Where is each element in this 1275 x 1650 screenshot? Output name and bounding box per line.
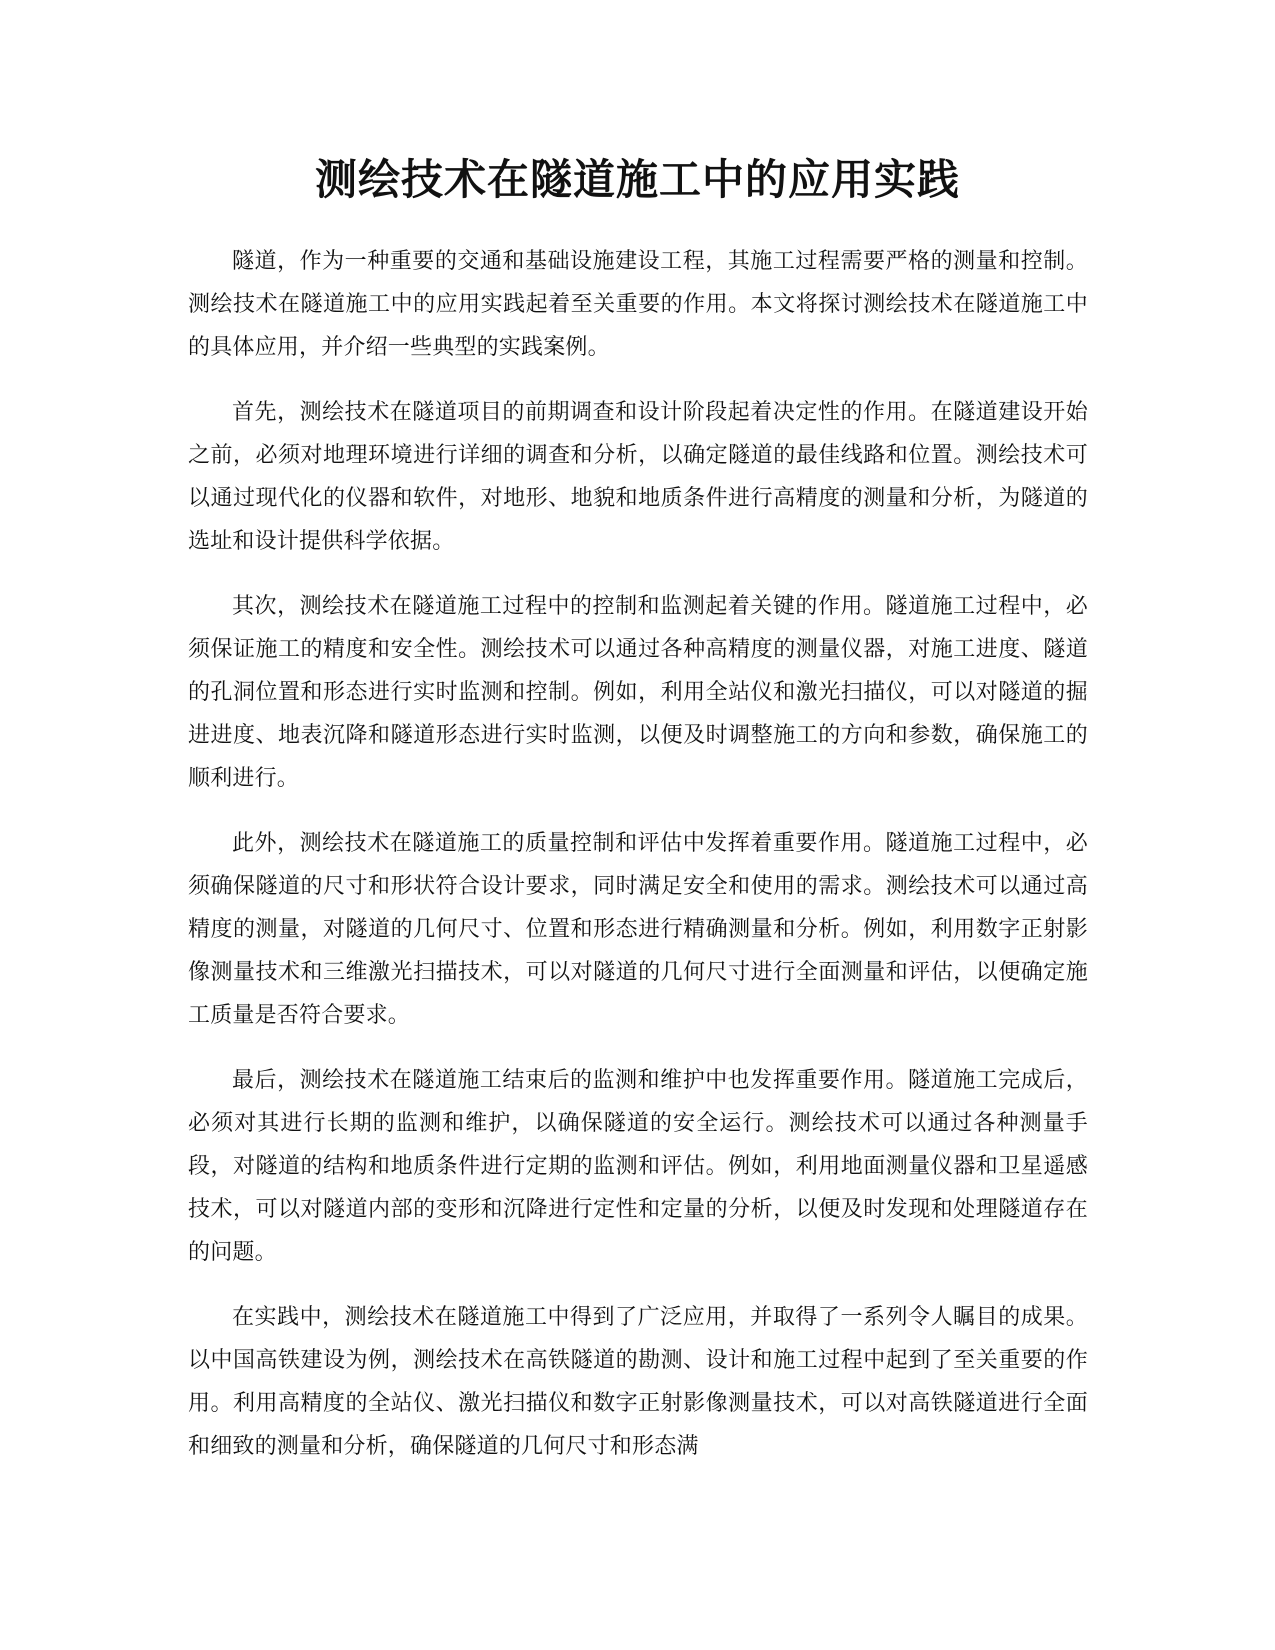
- paragraph-quality-control: 此外，测绘技术在隧道施工的质量控制和评估中发挥着重要作用。隧道施工过程中，必须确保隧道的尺寸和形状符合设计要求，同时满足安全和使用的需求。测绘技术可以通过高精度的测量，对隧道的几何尺寸、位置和形态进行精确测量和分析。例如，利用数字正射影像测量技术和三维激光扫描技术，可以对隧道的几何尺寸进行全面测量和评估，以便确定施工质量是否符合要求。: [188, 831, 1088, 1028]
- document-body: [188, 240, 1088, 1490]
- paragraph-practice: 在实践中，测绘技术在隧道施工中得到了广泛应用，并取得了一系列令人瞩目的成果。以中国高铁建设为例，测绘技术在高铁隧道的勘测、设计和施工过程中起到了至关重要的作用。利用高精度的全站仪、激光扫描仪和数字正射影像测量技术，可以对高铁隧道进行全面和细致的测量和分析，确保隧道的几何尺寸和形态满: [188, 1305, 1088, 1459]
- paragraph-construction-control: 其次，测绘技术在隧道施工过程中的控制和监测起着关键的作用。隧道施工过程中，必须保证施工的精度和安全性。测绘技术可以通过各种高精度的测量仪器，对施工进度、隧道的孔洞位置和形态进行实时监测和控制。例如，利用全站仪和激光扫描仪，可以对隧道的掘进进度、地表沉降和隧道形态进行实时监测，以便及时调整施工的方向和参数，确保施工的顺利进行。: [188, 594, 1088, 791]
- paragraph-intro: 隧道，作为一种重要的交通和基础设施建设工程，其施工过程需要严格的测量和控制。测绘技术在隧道施工中的应用实践起着至关重要的作用。本文将探讨测绘技术在隧道施工中的具体应用，并介绍一些典型的实践案例。: [188, 249, 1088, 360]
- page-title: 测绘技术在隧道施工中的应用实践: [314, 155, 960, 204]
- paragraph-survey-design: 首先，测绘技术在隧道项目的前期调查和设计阶段起着决定性的作用。在隧道建设开始之前，必须对地理环境进行详细的调查和分析，以确定隧道的最佳线路和位置。测绘技术可以通过现代化的仪器和软件，对地形、地貌和地质条件进行高精度的测量和分析，为隧道的选址和设计提供科学依据。: [188, 400, 1088, 554]
- paragraph-maintenance: 最后，测绘技术在隧道施工结束后的监测和维护中也发挥重要作用。隧道施工完成后，必须对其进行长期的监测和维护，以确保隧道的安全运行。测绘技术可以通过各种测量手段，对隧道的结构和地质条件进行定期的监测和评估。例如，利用地面测量仪器和卫星遥感技术，可以对隧道内部的变形和沉降进行定性和定量的分析，以便及时发现和处理隧道存在的问题。: [188, 1068, 1088, 1265]
